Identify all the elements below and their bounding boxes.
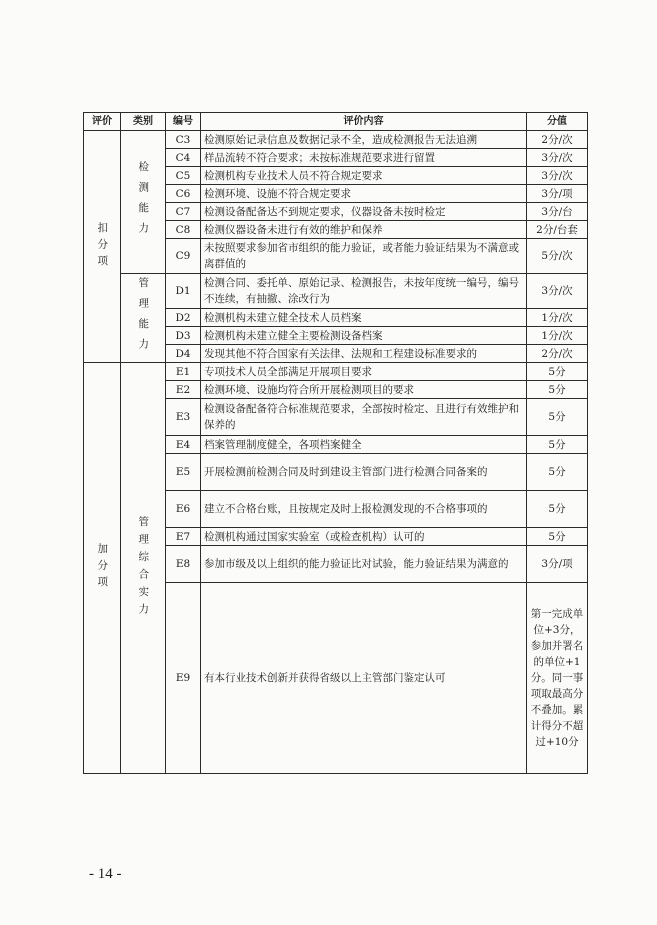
- row-score: 3分/项: [527, 185, 588, 203]
- row-code: E1: [166, 363, 201, 381]
- row-content: 检测仪器设备未进行有效的维护和保养: [201, 221, 527, 239]
- page-number: - 14 -: [89, 866, 122, 882]
- row-code: E5: [166, 454, 201, 491]
- row-content: 检测机构专业技术人员不符合规定要求: [201, 167, 527, 185]
- header-code: 编号: [166, 113, 201, 131]
- row-content: 建立不合格台账，且按规定及时上报检测发现的不合格事项的: [201, 491, 527, 528]
- row-content: 有本行业技术创新并获得省级以上主管部门鉴定认可: [201, 583, 527, 774]
- row-score: 2分/次: [527, 131, 588, 149]
- row-content: 检测环境、设施不符合规定要求: [201, 185, 527, 203]
- row-content: 检测机构未建立健全技术人员档案: [201, 309, 527, 327]
- row-content: 检测机构未建立健全主要检测设备档案: [201, 327, 527, 345]
- row-code: E3: [166, 399, 201, 436]
- row-code: C6: [166, 185, 201, 203]
- row-score: 5分: [527, 436, 588, 454]
- row-code: C8: [166, 221, 201, 239]
- row-content: 检测合同、委托单、原始记录、检测报告，未按年度统一编号，编号不连续，有抽撤、涂改行为: [201, 274, 527, 309]
- group-label: 加分项: [96, 543, 109, 593]
- group-cell-bonus: [84, 363, 121, 774]
- row-code: D1: [166, 274, 201, 309]
- row-content: 专项技术人员全部满足开展项目要求: [201, 363, 527, 381]
- table-header-row: [84, 113, 588, 131]
- row-content: 检测原始记录信息及数据记录不全，造成检测报告无法追溯: [201, 131, 527, 149]
- row-content: 检测机构通过国家实验室（或检查机构）认可的: [201, 528, 527, 546]
- row-score: 5分: [527, 528, 588, 546]
- row-score: 5分: [527, 491, 588, 528]
- row-score: 5分: [527, 454, 588, 491]
- category-cell-overall: [121, 363, 166, 774]
- header-evaluation: 评价: [84, 113, 121, 131]
- table-row: [84, 274, 588, 309]
- row-score: 5分: [527, 381, 588, 399]
- row-score: 5分: [527, 399, 588, 436]
- header-content: 评价内容: [201, 113, 527, 131]
- row-content: 检测设备配备达不到规定要求，仪器设备未按时检定: [201, 203, 527, 221]
- row-score: 第一完成单位+3分，参加并署名的单位+1分。同一事项取最高分不叠加。累计得分不超过+10分: [527, 583, 588, 774]
- header-score: 分值: [527, 113, 588, 131]
- table-row: [84, 363, 588, 381]
- row-score: 2分/台套: [527, 221, 588, 239]
- row-code: C7: [166, 203, 201, 221]
- header-category: 类别: [121, 113, 166, 131]
- row-code: C9: [166, 239, 201, 274]
- row-content: 检测设备配备符合标准规范要求，全部按时检定、且进行有效维护和保养的: [201, 399, 527, 436]
- group-label: 扣分项: [96, 221, 109, 272]
- row-score: 3分/项: [527, 546, 588, 583]
- row-code: C5: [166, 167, 201, 185]
- row-score: 3分/次: [527, 167, 588, 185]
- row-code: E4: [166, 436, 201, 454]
- row-score: 3分/次: [527, 149, 588, 167]
- row-content: 档案管理制度健全，各项档案健全: [201, 436, 527, 454]
- row-content: 样品流转不符合要求；未按标准规范要求进行留置: [201, 149, 527, 167]
- row-score: 1分/次: [527, 327, 588, 345]
- category-cell-management: [121, 274, 166, 363]
- row-score: 3分/次: [527, 274, 588, 309]
- group-cell-deduction: [84, 131, 121, 363]
- row-score: 2分/次: [527, 345, 588, 363]
- row-score: 3分/台: [527, 203, 588, 221]
- row-code: C4: [166, 149, 201, 167]
- row-content: 未按照要求参加省市组织的能力验证，或者能力验证结果为不满意或离群值的: [201, 239, 527, 274]
- category-cell-testing: [121, 131, 166, 274]
- row-code: D2: [166, 309, 201, 327]
- evaluation-table: [83, 112, 588, 774]
- row-content: 发现其他不符合国家有关法律、法规和工程建设标准要求的: [201, 345, 527, 363]
- row-code: E8: [166, 546, 201, 583]
- category-label: 检测能力: [137, 161, 150, 243]
- row-content: 开展检测前检测合同及时到建设主管部门进行检测合同备案的: [201, 454, 527, 491]
- row-code: C3: [166, 131, 201, 149]
- category-label: 管理能力: [137, 277, 150, 359]
- row-code: E7: [166, 528, 201, 546]
- row-content: 参加市级及以上组织的能力验证比对试验，能力验证结果为满意的: [201, 546, 527, 583]
- row-code: E9: [166, 583, 201, 774]
- table-row: [84, 131, 588, 149]
- row-code: D3: [166, 327, 201, 345]
- row-code: D4: [166, 345, 201, 363]
- row-score: 1分/次: [527, 309, 588, 327]
- row-score: 5分/次: [527, 239, 588, 274]
- row-content: 检测环境、设施均符合所开展检测项目的要求: [201, 381, 527, 399]
- category-label: 管理综合实力: [137, 515, 150, 621]
- row-code: E6: [166, 491, 201, 528]
- row-score: 5分: [527, 363, 588, 381]
- row-code: E2: [166, 381, 201, 399]
